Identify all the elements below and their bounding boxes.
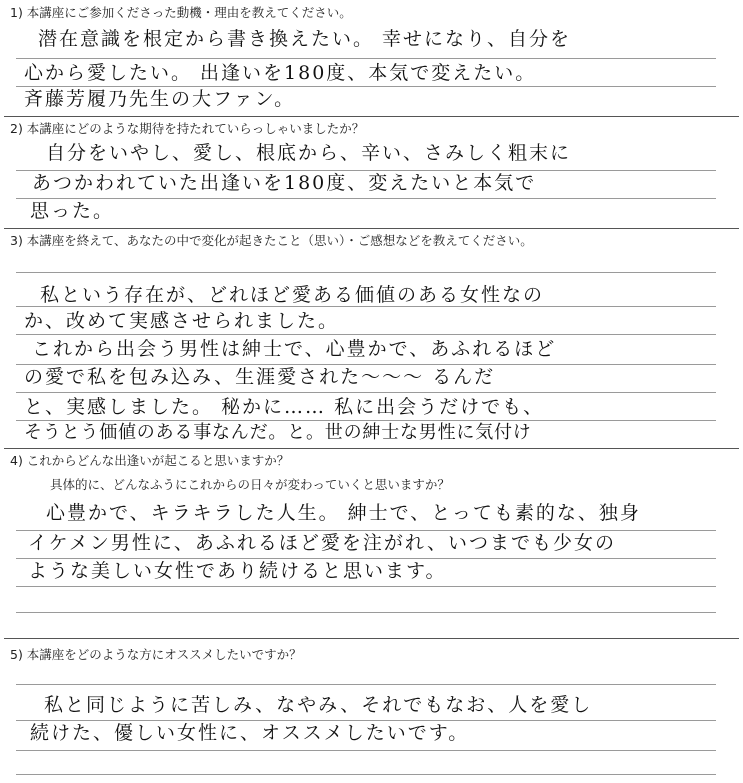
answer-rule bbox=[16, 684, 716, 685]
answer-3-line-5: と、実感しました。 秘かに…… 私に出会うだけでも、 bbox=[24, 396, 545, 418]
answer-2-line-2: あつかわれていた出逢いを180度、変えたいと本気で bbox=[32, 172, 537, 194]
answer-rule bbox=[16, 612, 716, 613]
answer-rule bbox=[16, 58, 716, 59]
answer-rule bbox=[16, 586, 716, 587]
answer-rule bbox=[16, 750, 716, 751]
answer-5-line-2: 続けた、優しい女性に、オススメしたいです。 bbox=[30, 722, 470, 744]
answer-1-line-1: 潜在意識を根定から書き換えたい。 幸せになり、自分を bbox=[38, 28, 572, 50]
answer-rule bbox=[16, 170, 716, 171]
answer-rule bbox=[16, 86, 716, 87]
answer-rule bbox=[16, 334, 716, 335]
answer-rule bbox=[16, 198, 716, 199]
subquestion-4: 具体的に、どんなふうにこれからの日々が変わっていくと思いますか？ bbox=[50, 477, 450, 492]
question-3: 3) 本講座を終えて、あなたの中で変化が起きたこと（思い）・ご感想などを教えてください。 bbox=[10, 233, 533, 248]
answer-1-line-3: 斉藤芳履乃先生の大ファン。 bbox=[24, 88, 296, 110]
answer-3-line-2: か、改めて実感させられました。 bbox=[24, 310, 340, 332]
answer-rule bbox=[16, 720, 716, 721]
answer-rule bbox=[16, 272, 716, 273]
answer-rule bbox=[16, 364, 716, 365]
answer-rule bbox=[16, 392, 716, 393]
answer-rule bbox=[16, 530, 716, 531]
question-2: 2) 本講座にどのような期待を持たれていらっしゃいましたか？ bbox=[10, 121, 365, 136]
section-divider bbox=[4, 228, 739, 229]
answer-rule bbox=[16, 420, 716, 421]
answer-rule bbox=[16, 774, 716, 775]
question-1: 1) 本講座にご参加くださった動機・理由を教えてください。 bbox=[10, 5, 352, 20]
answer-3-line-6: そうとう価値のある事なんだ。と。世の紳士な男性に気付け bbox=[24, 422, 532, 443]
answer-5-line-1: 私と同じように苦しみ、なやみ、それでもなお、人を愛し bbox=[44, 694, 593, 716]
answer-4-line-1: 心豊かで、キラキラした人生。 紳士で、とっても素的な、独身 bbox=[46, 502, 641, 524]
section-divider bbox=[4, 638, 739, 639]
answer-1-line-2: 心から愛したい。 出逢いを180度、本気で変えたい。 bbox=[24, 62, 537, 84]
answer-4-line-3: ような美しい女性であり続けると思います。 bbox=[28, 560, 447, 582]
answer-3-line-3: これから出会う男性は紳士で、心豊かで、あふれるほど bbox=[32, 338, 557, 360]
question-5: 5) 本講座をどのような方にオススメしたいですか？ bbox=[10, 647, 302, 662]
answer-rule bbox=[16, 558, 716, 559]
answer-3-line-4: の愛で私を包み込み、生涯愛された〜〜〜 るんだ bbox=[24, 366, 496, 388]
answer-4-line-2: イケメン男性に、あふれるほど愛を注がれ、いつまでも少女の bbox=[28, 532, 617, 554]
answer-3-line-1: 私という存在が、どれほど愛ある価値のある女性なの bbox=[40, 284, 545, 306]
answer-rule bbox=[16, 306, 716, 307]
answer-2-line-3: 思った。 bbox=[30, 200, 115, 222]
answer-2-line-1: 自分をいやし、愛し、根底から、辛い、さみしく粗末に bbox=[46, 142, 572, 164]
section-divider bbox=[4, 116, 739, 117]
question-4: 4) これからどんな出逢いが起こると思いますか？ bbox=[10, 453, 290, 468]
section-divider bbox=[4, 448, 739, 449]
